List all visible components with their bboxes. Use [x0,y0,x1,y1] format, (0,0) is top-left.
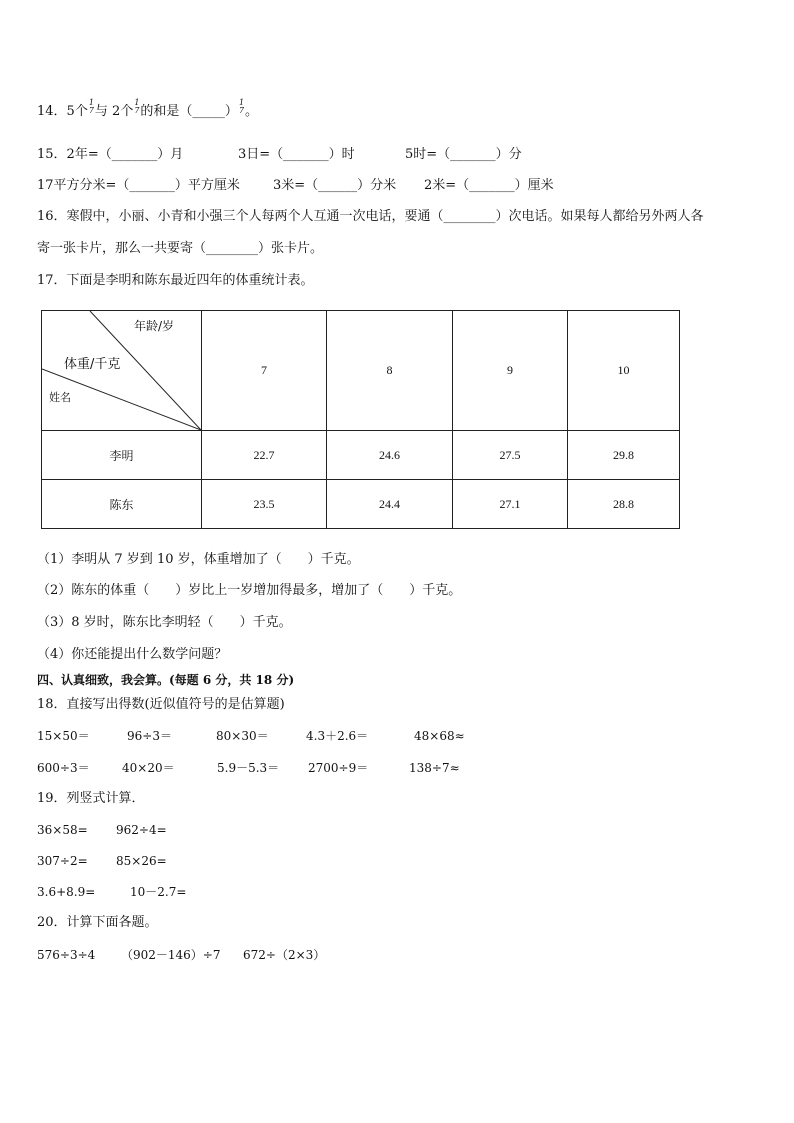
question-20-row [37,946,325,964]
question-19-row [37,852,167,870]
question-15-line-2 [37,177,554,195]
value-cell: 22.7 [202,431,327,480]
question-15-line-1 [37,146,522,164]
q14-text-d: 。 [245,104,259,119]
question-16-line-1: 16．寒假中，小丽、小青和小强三个人每两个人互通一次电话，要通（________）次电话。如果每人都给另外两人各 [37,209,704,224]
value-cell: 27.5 [453,431,568,480]
question-17-intro: 17．下面是李明和陈东最近四年的体重统计表。 [37,273,314,288]
calc-item: 48×68≈ [414,729,465,743]
age-cell: 9 [453,311,568,431]
value-cell: 23.5 [202,480,327,529]
q15-item: 2米=（_______）厘米 [424,178,554,193]
question-17-sub-4: （4）你还能提出什么数学问题？ [37,647,228,662]
calc-item: 15×50＝ [37,729,90,743]
question-18-title: 18．直接写出得数(近似值符号的是估算题) [37,697,285,712]
q14-text-c: 的和是（_____） [140,104,238,119]
value-cell: 27.1 [453,480,568,529]
calc-item: 138÷7≈ [409,761,460,775]
q14-text-b: 与 2个 [94,104,134,119]
calc-item: 36×58= [37,823,88,837]
header-age: 年龄/岁 [134,319,175,333]
question-14 [37,99,258,121]
calc-item: （902－146）÷7 [121,948,221,962]
value-cell: 24.6 [327,431,453,480]
question-20-title: 20．计算下面各题。 [37,915,158,930]
header-name: 姓名 [49,391,71,404]
table-row [42,480,680,529]
q14-text-a: 14．5个 [37,104,88,119]
question-17-sub-3: （3）8 岁时，陈东比李明轻（ ）千克。 [37,615,292,630]
question-19-row [37,883,186,901]
calc-item: 10－2.7= [130,885,187,899]
calc-item: 307÷2= [37,854,88,868]
q15-item: 15．2年=（_______）月 [37,147,184,162]
calc-item: 4.3＋2.6＝ [306,729,369,743]
question-18-row-2 [37,759,460,777]
calc-item: 80×30＝ [216,729,269,743]
calc-item: 672÷（2×3） [243,948,326,962]
value-cell: 24.4 [327,480,453,529]
calc-item: 2700÷9＝ [308,761,369,775]
q15-item: 17平方分米=（_______）平方厘米 [37,178,240,193]
table-header-row [42,311,680,431]
name-cell: 陈东 [42,480,202,529]
calc-item: 600÷3＝ [37,761,90,775]
calc-item: 576÷3÷4 [37,948,96,962]
table-row [42,431,680,480]
q15-item: 5时=（_______）分 [405,147,522,162]
value-cell: 28.8 [568,480,680,529]
calc-item: 962÷4= [116,823,167,837]
value-cell: 29.8 [568,431,680,480]
age-cell: 8 [327,311,453,431]
q15-item: 3米=（______）分米 [273,178,397,193]
header-weight: 体重/千克 [64,357,121,372]
age-cell: 10 [568,311,680,431]
calc-item: 40×20＝ [122,761,175,775]
section-heading: 四、认真细致，我会算。(每题 6 分，共 18 分) [37,673,295,687]
fraction: 1 7 [134,98,140,115]
question-17-sub-1: （1）李明从 7 岁到 10 岁，体重增加了（ ）千克。 [37,552,360,567]
name-cell: 李明 [42,431,202,480]
question-18-row-1 [37,727,465,745]
diagonal-header-cell [42,311,202,431]
calc-item: 96÷3＝ [127,729,172,743]
calc-item: 3.6+8.9= [37,885,96,899]
age-cell: 7 [202,311,327,431]
weight-table [41,310,680,529]
question-16-line-2: 寄一张卡片，那么一共要寄（________）张卡片。 [37,241,324,256]
calc-item: 5.9－5.3＝ [217,761,280,775]
question-19-title: 19．列竖式计算． [37,791,145,806]
calc-item: 85×26= [116,854,167,868]
fraction: 1 7 [88,98,94,115]
question-19-row [37,821,167,839]
q15-item: 3日=（_______）时 [238,147,355,162]
fraction: 1 7 [238,98,245,115]
question-17-sub-2: （2）陈东的体重（ ）岁比上一岁增加得最多，增加了（ ）千克。 [37,583,462,598]
